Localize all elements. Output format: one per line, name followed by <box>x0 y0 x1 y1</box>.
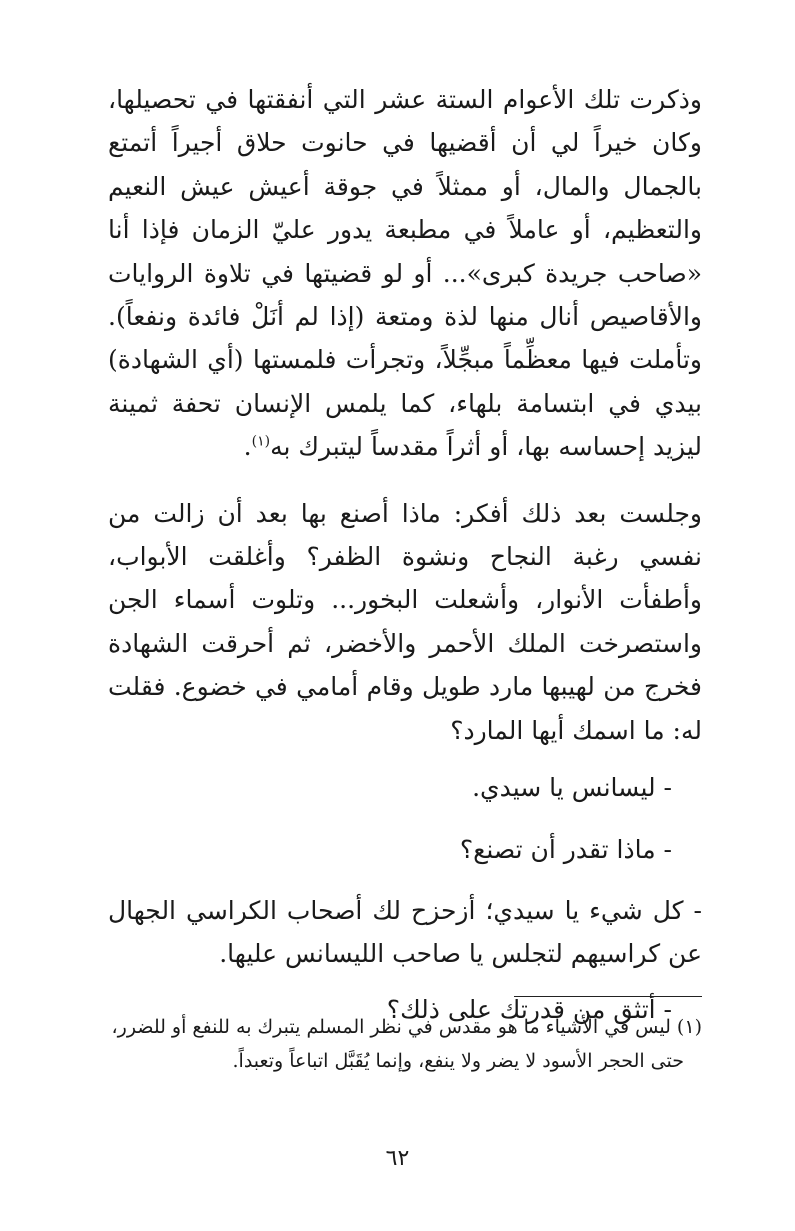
footnote <box>108 1010 702 1078</box>
page-body <box>108 78 702 1031</box>
paragraph-2: وجلست بعد ذلك أفكر: ماذا أصنع بها بعد أن زالت من نفسي رغبة النجاح ونشوة الظفر؟ وأغلقت الأبواب، وأطفأت الأنوار، وأشعلت البخور... وتلوت أسماء الجن واستصرخت الملك الأحمر والأخضر، ثم أحرقت الشهادة فخرج من لهيبها مارد طويل وقام أمامي في خضوع. فقلت له: ما اسمك أيها المارد؟ <box>108 498 702 745</box>
footnote-line-1: (١) ليس في الأشياء ما هو مقدس في نظر المسلم يتبرك به للنفع أو للضرر، <box>111 1016 702 1038</box>
paragraph-1-text: وذكرت تلك الأعوام الستة عشر التي أنفقتها في تحصيلها، وكان خيراً لي أن أقضيها في حانوت حلاق أجيراً أتمتع بالجمال والمال، أو ممثلاً في جوقة أعيش عيش النعيم والتعظيم، أو عاملاً في مطبعة يدور عليّ الزمان فإذا أنا «صاحب جريدة كبرى»... أو لو قضيتها في تلاوة الروايات والأقاصيص أنال منها لذة ومتعة (إذا لم أنَلْ فائدة ونفعاً). وتأملت فيها معظِّماً مبجِّلاً، وتجرأت فلمستها (أي الشهادة) بيدي في ابتسامة بلهاء، كما يلمس الإنسان تحفة ثمينة ليزيد إحساسه بها، أو أثراً مقدساً ليتبرك به <box>108 85 703 462</box>
dialogue-line-1: - ليسانس يا سيدي. <box>472 773 672 803</box>
footnote-reference: (١) <box>251 433 271 450</box>
page-number: ٦٢ <box>385 1146 410 1171</box>
footnote-divider <box>514 996 702 997</box>
paragraph-1: وذكرت تلك الأعوام الستة عشر التي أنفقتها في تحصيلها، وكان خيراً لي أن أقضيها في حانوت حلاق أجيراً أتمتع بالجمال والمال، أو ممثلاً في جوقة أعيش عيش النعيم والتعظيم، أو عاملاً في مطبعة يدور عليّ الزمان فإذا أنا «صاحب جريدة كبرى»... أو لو قضيتها في تلاوة الروايات والأقاصيص أنال منها لذة ومتعة (إذا لم أنَلْ فائدة ونفعاً). وتأملت فيها معظِّماً مبجِّلاً، وتجرأت فلمستها (أي الشهادة) بيدي في ابتسامة بلهاء، كما يلمس الإنسان تحفة ثمينة ليزيد إحساسه بها، أو أثراً مقدساً ليتبرك به$^{(١)}$. <box>108 85 703 462</box>
dialogue-line-2: - ماذا تقدر أن تصنع؟ <box>459 834 672 864</box>
dialogue-line-4: - أتثق من قدرتك على ذلك؟ <box>386 994 672 1024</box>
dialogue-line-3: - كل شيء يا سيدي؛ أزحزح لك أصحاب الكراسي الجهال عن كراسيهم لتجلس يا صاحب الليسانس عليها. <box>108 895 702 969</box>
footnote-line-2: حتى الحجر الأسود لا يضر ولا ينفع، وإنما يُقَبَّل اتباعاً وتعبداً. <box>232 1050 684 1072</box>
